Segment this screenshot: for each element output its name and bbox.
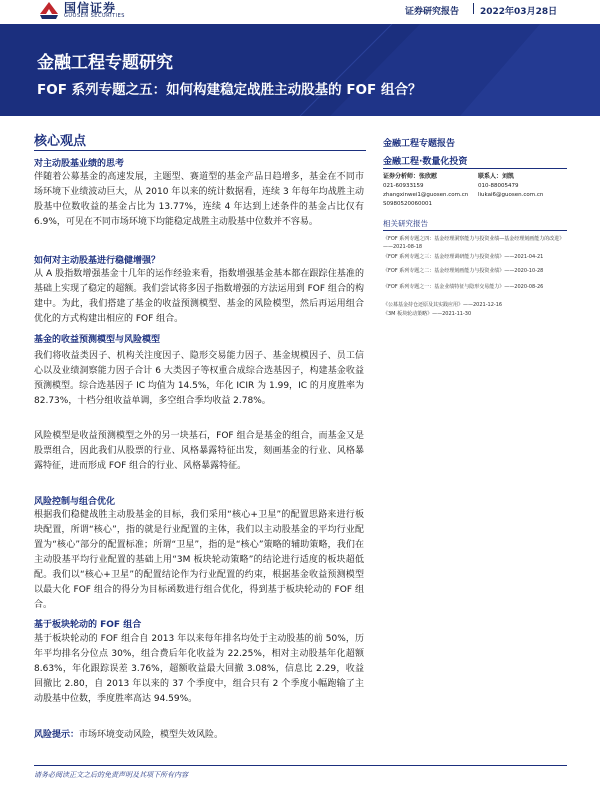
report-date: 2022年03月28日 [480,7,558,17]
section-heading: 风险控制与组合优化 [34,497,116,507]
contact-phone: 010-88005479 [478,183,519,189]
related-reports-divider [383,230,567,231]
analyst-block [383,172,468,209]
analyst-email[interactable]: zhangxinwei1@guosen.com.cn [383,192,469,198]
section-heading: 对主动股基业绩的思考 [34,159,125,169]
analyst-cert: S0980520060001 [383,201,432,207]
sidebar-category: 金融工程·数量化投资 [383,157,468,167]
core-views-underline [34,150,366,151]
section-heading: 基于板块轮动的 FOF 组合 [34,620,142,630]
header-divider [473,3,474,14]
related-reports-heading: 相关研究报告 [383,219,428,228]
related-report-item[interactable]: 《公募基金持仓还原及其实践应用》——2021-12-16 [383,302,503,308]
report-title: FOF 系列专题之五：如何构建稳定战胜主动股基的 FOF 组合？ [37,82,422,98]
related-report-item[interactable]: 《FOF 系列专题之二：基金经理刻画能力与投资业绩》——2020-10-28 [383,268,544,274]
risk-text: 市场环境变动风险，模型失效风险。 [79,730,224,740]
section-paragraph: 根据我们稳健战胜主动股基金的目标，我们采用“核心+卫星”的配置思路来进行板块配置，所谓“核心”，指的就是行业配置的主体，我们以主动股基金的平均行业配置为“核心”部分的配置标准；所谓“卫星”，指的是“核心”策略的辅助策略，我们在主动股基平均行业配置的基础上用“3M 板块轮动策略”的结论进行适度的板块超低配。我们以“核心+卫星”的配置结论作为行业配置的约束，根据基金收益预测模型以最大化 FOF 组合的得分为目标函数进行组合优化，得到基于板块轮动的 FOF 组合。 [34,510,364,610]
sidebar-divider [383,168,567,169]
report-series-title: 金融工程专题研究 [37,53,173,73]
risk-warning [34,727,223,740]
contact-block [478,172,543,200]
contact-label: 联系人： [478,173,503,180]
logo-subtext: GUOSEN SECURITIES [64,13,125,19]
related-report-item[interactable]: 《FOF 系列专题之一：基金业绩特征与隐形交易能力》——2020-08-26 [383,284,544,290]
related-report-item[interactable]: 《FOF 系列专题之四：基金经理洞察能力与投资业绩—基金经理刻画能力的改进》——2021-08-18 [383,236,565,250]
sidebar-report-name: 金融工程专题报告 [383,139,456,149]
section-paragraph: 风险模型是收益预测模型之外的另一块基石，FOF 组合是基金的组合，而基金又是股票组合，因此我们从股票的行业、风格暴露特征出发，刻画基金的行业、风格暴露特征，进而形成 FOF 组合的行业、风格暴露特征。 [34,431,364,471]
analyst-phone: 021-60933159 [383,183,424,189]
section-paragraph: 基于板块轮动的 FOF 组合自 2013 年以来每年排名均处于主动股基的前 50%，历年平均排名分位点 30%，组合费后年化收益为 22.25%，相对主动股基年化超额 8.63%，年化跟踪误差 3.76%，超额收益最大回撤 3.08%，信息比 2.29，收益回撤比 2.80，自 2013 年以来的 37 个季度中，组合只有 2 个季度小幅跑输了主动股基中位数，季度胜率高达 94.59%。 [34,634,364,704]
risk-label: 风险提示： [34,730,80,740]
contact-email[interactable]: liukai6@guosen.com.cn [478,192,544,198]
related-report-item[interactable]: 《3M 板块轮动策略》——2021-11-30 [383,311,472,317]
section-heading: 基金的收益预测模型与风险模型 [34,335,161,345]
analyst-label: 证券分析师： [383,173,420,180]
company-logo [38,0,138,22]
section-paragraph: 伴随着公募基金的高速发展，主题型、赛道型的基金产品日趋增多，基金在不同市场环境下业绩波动巨大，从 2010 年以来的统计数据看，连续 3 年每年均战胜主动股基中位数收益的基金占比为 13.77%，连续 4 年达到上述条件的基金占比仅有 6.9%，可见在不同市场环境下均能稳定战胜主动股基中位数并不容易。 [34,172,364,227]
logo-text: 国信证券 [64,1,117,15]
section-heading: 如何对主动股基进行稳健增强？ [34,256,161,266]
section-paragraph: 从 A 股指数增强基金十几年的运作经验来看，指数增强基金基本都在跟踪住基准的基础上实现了稳定的超额。我们尝试将多因子指数增强的方法运用到 FOF 组合的构建中。为此，我们搭建了基金的收益预测模型、基金的风险模型，然后再运用组合优化的方式构建出相应的 FOF 组合。 [34,269,364,324]
logo-mark-icon [38,0,60,20]
top-bar [0,0,600,24]
footer-divider [34,765,567,766]
related-report-item[interactable]: 《FOF 系列专题之三：基金经理调研能力与投资业绩》——2021-04-21 [383,254,544,260]
core-views-heading: 核心观点 [34,134,87,149]
report-type: 证券研究报告 [405,7,460,17]
analyst-name: 张欣慰 [419,173,438,180]
contact-name: 刘凯 [502,173,515,180]
title-banner [0,24,600,116]
footer-disclaimer: 请务必阅读正文之后的免责声明及其项下所有内容 [34,771,188,779]
section-paragraph: 我们将收益类因子、机构关注度因子、隐形交易能力因子、基金规模因子、员工信心以及业绩洞察能力因子合计 6 大类因子等权重合成综合选基因子，构建基金收益预测模型。综合选基因子 IC 均值为 14.5%，年化 ICIR 为 1.99，IC 的月度胜率为 82.73%，十档分组收益单调，多空组合季均收益 2.78%。 [34,351,364,406]
